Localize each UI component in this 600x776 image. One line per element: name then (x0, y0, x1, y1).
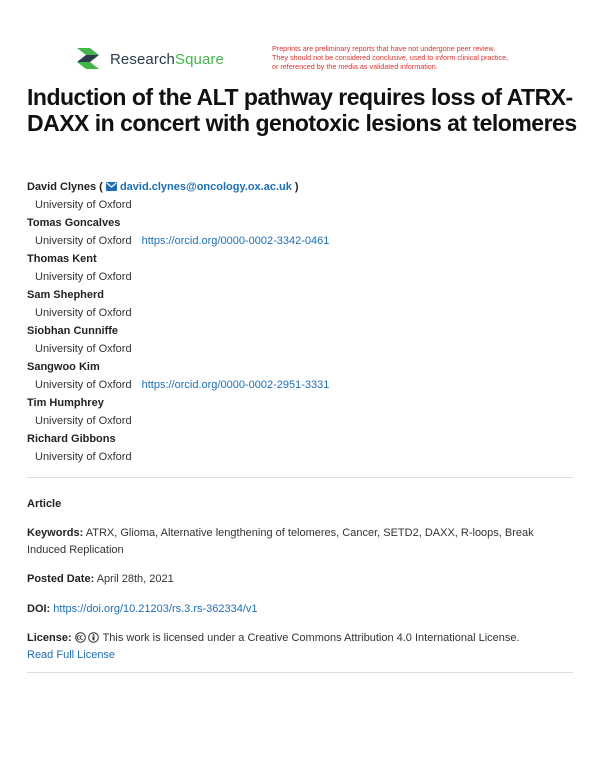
posted-date-value: April 28th, 2021 (96, 573, 174, 585)
author-name: Tomas Goncalves (27, 217, 121, 229)
posted-date-label: Posted Date: (27, 573, 95, 585)
author-affiliation: University of Oxford https://orcid.org/0000-0002-3342-0461 (35, 235, 330, 247)
research-square-logo-icon (74, 46, 102, 72)
read-full-license-link[interactable]: Read Full License (27, 649, 116, 661)
disclaimer-line: Preprints are preliminary reports that have not undergone peer review. (272, 44, 496, 53)
author-name: Sangwoo Kim (27, 361, 100, 373)
section-divider (27, 477, 573, 478)
author-name: David Clynes ( david.clynes@oncology.ox.ac.uk ) (27, 181, 299, 193)
author-entry (27, 287, 577, 323)
keywords (27, 525, 573, 559)
license-text: This work is licensed under a Creative Commons Attribution 4.0 International License. (102, 632, 520, 644)
author-list (27, 179, 577, 467)
author-name: Richard Gibbons (27, 433, 116, 445)
author-affiliation: University of Oxford (35, 199, 132, 211)
orcid-link[interactable]: https://orcid.org/0000-0002-3342-0461 (141, 235, 330, 247)
author-entry (27, 395, 577, 431)
author-entry (27, 215, 577, 251)
orcid-link[interactable]: https://orcid.org/0000-0002-2951-3331 (141, 379, 330, 391)
author-affiliation: University of Oxford (35, 271, 132, 283)
author-entry (27, 359, 577, 395)
section-divider (27, 672, 573, 673)
author-name: Sam Shepherd (27, 289, 105, 301)
author-entry (27, 323, 577, 359)
keywords-label: Keywords: (27, 527, 84, 539)
author-entry (27, 179, 577, 215)
author-email-link[interactable]: david.clynes@oncology.ox.ac.uk (106, 181, 292, 193)
article-type: Article (27, 498, 62, 510)
keywords-value: ATRX, Glioma, Alternative lengthening of telomeres, Cancer, SETD2, DAXX, R-loops, Break Induced Replication (27, 527, 534, 556)
author-entry (27, 431, 577, 467)
author-affiliation: University of Oxford (35, 451, 132, 463)
posted-date (27, 571, 573, 588)
page-header (74, 44, 554, 78)
doi (27, 601, 573, 618)
author-affiliation: University of Oxford (35, 307, 132, 319)
author-name: Tim Humphrey (27, 397, 104, 409)
author-name: Thomas Kent (27, 253, 97, 265)
disclaimer-line: or referenced by the media as validated information. (272, 62, 438, 71)
envelope-icon (106, 182, 117, 191)
disclaimer-line: They should not be considered conclusive, used to inform clinical practice, (272, 53, 509, 62)
research-square-logo[interactable] (74, 46, 224, 72)
preprint-disclaimer (272, 44, 562, 71)
author-affiliation: University of Oxford (35, 415, 132, 427)
author-name: Siobhan Cunniffe (27, 325, 119, 337)
license (27, 630, 573, 664)
author-entry (27, 251, 577, 287)
license-label: License: (27, 632, 72, 644)
paper-title: Induction of the ALT pathway requires loss of ATRX-DAXX in concert with genotoxic lesions at telomeres (27, 84, 577, 136)
author-affiliation: University of Oxford https://orcid.org/0000-0002-2951-3331 (35, 379, 330, 391)
doi-link[interactable]: https://doi.org/10.21203/rs.3.rs-362334/v1 (53, 603, 258, 615)
creative-commons-icon (75, 632, 100, 643)
logo-text: ResearchSquare (110, 50, 224, 68)
doi-label: DOI: (27, 603, 51, 615)
author-affiliation: University of Oxford (35, 343, 132, 355)
